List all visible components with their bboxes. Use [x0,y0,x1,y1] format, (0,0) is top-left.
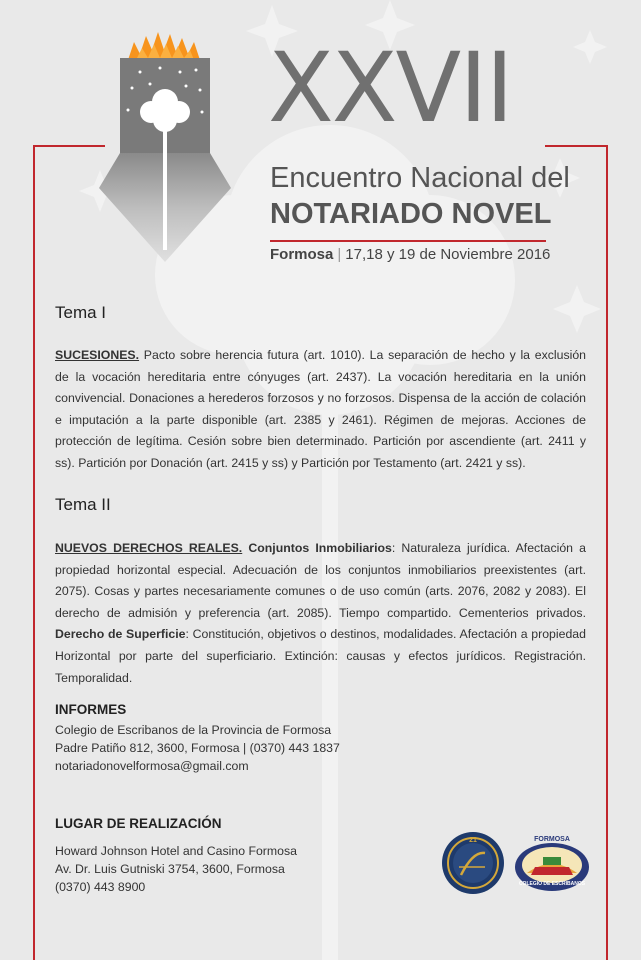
pen-nib-logo-icon [88,30,238,270]
event-title-line2: NOTARIADO NOVEL [270,198,552,230]
event-city: Formosa [270,246,334,263]
informes-line: Padre Patiño 812, 3600, Formosa | (0370) 443 1837 [55,741,340,755]
seal-top-text: FORMOSA [534,836,570,843]
tema1-paragraph [55,345,586,475]
tema2-body1: : Naturaleza jurídica. Afectación a propiedad horizontal especial. Adecuación de los conjuntos inmobiliarios preexistentes (art. 2075). Cosas y partes necesariamente comunes o de uso común (arts. 2076, 2082 y 2083). El derecho de admisión y preferencia (art. 2085). Tiempo compartido. Cementerios privados. [55,541,586,620]
tema2-heading: Tema II [55,495,111,514]
date-separator: | [337,246,342,263]
lugar-heading: LUGAR DE REALIZACIÓN [55,816,222,831]
tema1-lead: SUCESIONES. [55,348,140,362]
tema1-body: Pacto sobre herencia futura (art. 1010). La separación de hecho y la exclusión de la vocación hereditaria entre cónyuges (art. 2437). La vocación hereditaria en la unión convivencial. Donaciones a herederos forzosos y no forzosos. Dispensa de la acción de colación e imputación a la parte disponible (art. 2385 y 2461). Régimen de mejoras. Acciones de protección de legítima. Cesión sobre bien determinado. Partición por ascendiente (art. 2411 y ss). Partición por Donación (art. 2415 y ss) y Partición por Testamento (art. 2421 y ss). [55,348,586,470]
event-title-line1: Encuentro Nacional del [270,162,570,194]
colegio-escribanos-seal-icon [513,833,591,899]
tema2-body2: : Constitución, objetivos o destinos, modalidades. Afectación a propiedad Horizontal por parte del superficiario. Extinción: causas y efectos jurídicos. Registración. Temporalidad. [55,627,586,685]
tema1-heading: Tema I [55,303,107,322]
lugar-line: (0370) 443 8900 [55,880,146,894]
seal-bottom-text: COLEGIO DE ESCRIBANOS [518,881,586,887]
informes-email-link[interactable]: notariadonovelformosa@gmail.com [55,759,249,773]
tema2-lead: NUEVOS DERECHOS REALES. [55,541,243,555]
frame-left [33,145,35,960]
title-rule [270,240,546,242]
tema2-sub1: Conjuntos Inmobiliarios [242,541,392,555]
lugar-line: Howard Johnson Hotel and Casino Formosa [55,844,297,858]
frame-right [606,145,608,960]
lugar-line: Av. Dr. Luis Gutniski 3754, 3600, Formosa [55,862,285,876]
informes-line: Colegio de Escribanos de la Provincia de Formosa [55,723,332,737]
event-dates: 17,18 y 19 de Noviembre 2016 [345,246,551,263]
edition-number: XXVII [268,32,512,144]
notariado-seal-icon [441,831,505,895]
tema2-sub2: Derecho de Superficie [55,627,186,642]
frame-top-right [545,145,608,147]
tema2-paragraph [55,538,586,689]
seal-number: 21 [469,837,477,844]
informes-heading: INFORMES [55,702,127,717]
event-date-line [270,246,550,263]
